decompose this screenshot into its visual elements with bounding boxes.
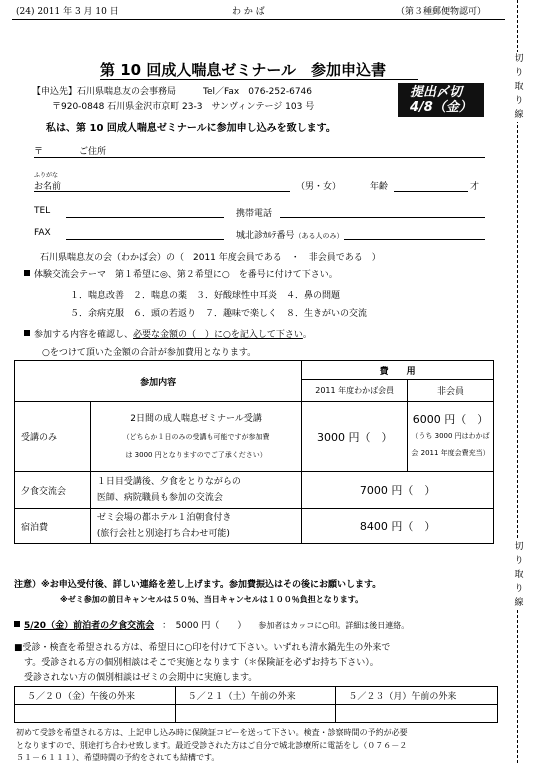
clinic-line[interactable] — [344, 239, 485, 240]
participation-heading: 参加する内容を確認し、必要な金額の（ ）に○を記入して下さい。 — [24, 327, 312, 340]
date-mark-0521[interactable] — [175, 705, 336, 723]
age-label: 年齢 — [370, 182, 389, 192]
pre-dinner-fee[interactable]: ： 5000 円（ ） — [162, 621, 247, 631]
name-line — [34, 191, 290, 192]
fee-header: 費 用 — [302, 361, 494, 380]
gender-select[interactable]: （男・女） — [296, 182, 342, 192]
lodging-fee[interactable]: 8400 円（ ） — [302, 509, 494, 544]
address-line — [34, 157, 485, 158]
lecture-nonmember-fee[interactable]: 6000 円（ ） （うち 3000 円はわかば 会 2011 年度会費充当） — [408, 402, 494, 472]
bullet-square-icon — [24, 270, 30, 276]
notice-line2: ※ゼミ参加の前日キャンセルは５０％、当日キャンセルは１００％負担となります。 — [60, 595, 364, 604]
clinic-label: 城北診ｶﾙﾃ番号（ある人のみ） — [236, 231, 344, 241]
furigana-label: ふりがな — [34, 172, 59, 179]
fax-label: FAX — [34, 228, 51, 238]
row-label-dinner: 夕食交流会 — [15, 472, 91, 509]
header-rule — [12, 19, 505, 20]
title-underline — [100, 79, 418, 80]
cut-label-bottom: 切 り 取 り 線 — [512, 540, 526, 610]
date-option-0521[interactable]: ５／２１（土）午前の外来 — [175, 687, 336, 705]
footer-line2: となりますので、別途打ち合わせ致します。最近受診された方はご自分で城北診療所に電話をし（０７６－２ — [16, 741, 408, 750]
address-field[interactable]: 〒 ご住所 — [34, 147, 107, 157]
fax-line[interactable] — [66, 239, 224, 240]
membership-select[interactable]: 石川県喘息友の会（わかば会）の（ 2011 年度会員である ・ 非会員である ） — [40, 253, 381, 263]
theme-heading: 体験交流会テーマ 第１希望に◎、第２希望に○ を番号に付けて下さい。 — [24, 267, 338, 280]
footer-line1: 初めて受診を希望される方は、上記申し込み時に保険証コピーを送って下さい。検査・診察時間の予約が必要 — [16, 728, 408, 737]
bullet-square-icon — [24, 330, 30, 336]
postal-permit: （第３種郵便物認可） — [396, 7, 487, 17]
row-label-lecture: 受講のみ — [15, 402, 91, 472]
participation-sub: ○をつけて頂いた金額の合計が参加費用となります。 — [42, 348, 257, 358]
mobile-label: 携帯電話 — [236, 209, 273, 219]
row-desc-lecture: 2日間の成人喘息ゼミナール受講 （どちらか１日のみの受講も可能ですが参加費 は 3000 円となりますのでご了承ください） — [90, 402, 301, 472]
exam-line1: ■受診・検査を希望される方は、希望日に○印を付けて下さい。いずれも清水鍋先生の外来で — [14, 643, 391, 653]
sender-address: 〒920-0848 石川県金沢市京町 23-3 サンヴィンテージ 103 号 — [52, 102, 315, 112]
theme-options-row1: １．喘息改善 ２．喘息の薬 ３．好酸球性中耳炎 ４．鼻の問題 — [70, 291, 341, 301]
mobile-line[interactable] — [280, 217, 485, 218]
date-mark-0520[interactable] — [15, 705, 176, 723]
exam-date-table — [14, 686, 498, 723]
issue-date: (24) 2011 年 3 月 10 日 — [16, 7, 119, 17]
pre-dinner-label: 5/20（金）前泊者の夕食交流会 — [24, 621, 155, 631]
theme-options-row2: ５．余病克服 ６．頭の若返り ７．趣味で楽しく ８．生きがいの交流 — [70, 309, 368, 319]
pre-dinner-row — [14, 618, 409, 631]
date-mark-0523[interactable] — [336, 705, 498, 723]
lecture-member-fee[interactable]: 3000 円（ ） — [302, 402, 408, 472]
tel-label: TEL — [34, 206, 51, 216]
content-header: 参加内容 — [15, 361, 302, 402]
cut-label-top: 切 り 取 り 線 — [512, 52, 526, 122]
age-line[interactable] — [394, 191, 468, 192]
age-unit: 才 — [470, 182, 480, 192]
row-label-lodging: 宿泊費 — [15, 509, 91, 544]
tel-line[interactable] — [66, 217, 224, 218]
table-row — [15, 402, 494, 472]
nonmember-header: 非会員 — [408, 380, 494, 402]
date-option-0520[interactable]: ５／２０（金）午後の外来 — [15, 687, 176, 705]
footer-line3: ５１－６１１１）、希望時間の予約をされても結構です。 — [16, 753, 220, 762]
table-row — [15, 472, 494, 509]
name-field[interactable]: お名前 — [34, 182, 62, 192]
form-title: 第 10 回成人喘息ゼミナール 参加申込書 — [100, 61, 387, 79]
member-header: 2011 年度わかば会員 — [302, 380, 408, 402]
fee-table — [14, 360, 494, 544]
pre-dinner-note: 参加者はカッコに○印。詳細は後日連絡。 — [258, 621, 410, 630]
table-row — [15, 509, 494, 544]
declaration: 私は、第 10 回成人喘息ゼミナールに参加申し込みを致します。 — [46, 123, 336, 134]
row-desc-dinner: １日目受講後、夕食をとりながらの 医師、病院職員も参加の交流会 — [90, 472, 301, 509]
newspaper-name: わ か ば — [232, 7, 265, 17]
dinner-fee[interactable]: 7000 円（ ） — [302, 472, 494, 509]
exam-line2: す。受診される方の個別相談はそこで実施となります（＊保険証を必ずお持ち下さい）。 — [24, 658, 379, 668]
bullet-square-icon — [14, 621, 20, 627]
exam-line3: 受診されない方の個別相談はゼミの会期中に実施します。 — [24, 673, 258, 683]
deadline-stamp: 提出〆切 4/8（金） — [398, 83, 484, 117]
row-desc-lodging: ゼミ会場の都ホテル１泊朝食付き (旅行会社と別途打ち合わせ可能) — [90, 509, 301, 544]
sender-info: 【申込先】石川県喘息友の会事務局 Tel／Fax 076-252-6746 — [32, 87, 313, 97]
notice-line1: 注意）※お申込受付後、詳しい連絡を差し上げます。参加費振込はその後にお願いします。 — [14, 580, 382, 590]
date-option-0523[interactable]: ５／２３（月）午前の外来 — [336, 687, 498, 705]
